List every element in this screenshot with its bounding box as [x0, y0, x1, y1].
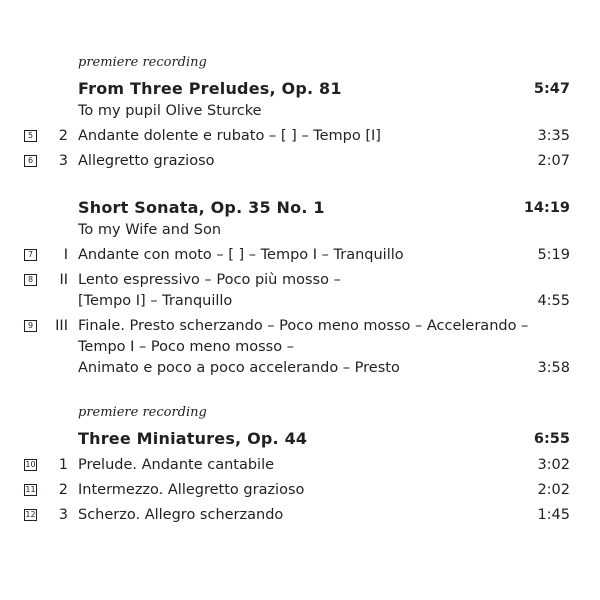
track-title: Andante dolente e rubato – [ ] – Tempo [I]	[78, 128, 381, 144]
work-title: Three Miniatures, Op. 44	[78, 429, 308, 448]
premiere-note: premiere recording	[78, 55, 207, 70]
movement-number: 3	[58, 153, 68, 169]
work-title: Short Sonata, Op. 35 No. 1	[78, 198, 325, 217]
track-number-box: 9	[24, 320, 37, 332]
track-duration: 3:02	[537, 457, 570, 473]
movement-number: 1	[58, 457, 68, 473]
track-title-continued: [Tempo I] – Tranquillo	[78, 293, 233, 309]
dedication: To my Wife and Son	[78, 222, 222, 238]
premiere-note: premiere recording	[78, 405, 207, 420]
track-duration: 1:45	[537, 507, 570, 523]
track-row-continued	[0, 290, 600, 312]
movement-number: I	[63, 247, 68, 263]
track-title: Allegretto grazioso	[78, 153, 215, 169]
dedication: To my pupil Olive Sturcke	[78, 103, 262, 119]
track-number-box: 10	[25, 460, 36, 469]
track-row-continued	[0, 336, 600, 358]
work-title: From Three Preludes, Op. 81	[78, 79, 342, 98]
track-duration: 3:58	[537, 360, 570, 376]
track-title: Finale. Presto scherzando – Poco meno mosso – Accelerando –	[78, 318, 529, 334]
track-title: Lento espressivo – Poco più mosso –	[78, 272, 341, 288]
track-number-box: 6	[24, 155, 37, 167]
track-row	[0, 150, 600, 172]
track-number-box: 8	[24, 274, 37, 286]
track-duration: 5:19	[537, 247, 570, 263]
dedication-line	[0, 219, 600, 241]
track-title: Scherzo. Allegro scherzando	[78, 507, 284, 523]
track-number-box: 12	[25, 510, 36, 519]
track-row	[0, 244, 600, 266]
track-row	[0, 479, 600, 501]
track-row-continued	[0, 357, 600, 379]
track-title: Prelude. Andante cantabile	[78, 457, 275, 473]
movement-number: 2	[58, 128, 68, 144]
track-row	[0, 125, 600, 147]
movement-number: 3	[58, 507, 68, 523]
track-duration: 4:55	[537, 293, 570, 309]
track-row	[0, 269, 600, 291]
movement-number: III	[55, 318, 68, 334]
track-duration: 2:07	[537, 153, 570, 169]
work-total-duration: 5:47	[533, 81, 570, 97]
movement-number: 2	[58, 482, 68, 498]
movement-number: II	[59, 272, 68, 288]
track-title: Intermezzo. Allegretto grazioso	[78, 482, 305, 498]
track-duration: 2:02	[537, 482, 570, 498]
track-title-continued: Animato e poco a poco accelerando – Presto	[78, 360, 400, 376]
work-heading	[0, 197, 600, 219]
track-duration: 3:35	[537, 128, 570, 144]
dedication-line	[0, 100, 600, 122]
work-total-duration: 6:55	[533, 431, 570, 447]
work-heading	[0, 428, 600, 450]
work-total-duration: 14:19	[523, 200, 570, 216]
track-row	[0, 454, 600, 476]
work-heading	[0, 78, 600, 100]
track-row	[0, 504, 600, 526]
track-title: Andante con moto – [ ] – Tempo I – Tranquillo	[78, 247, 404, 263]
track-number-box: 5	[24, 130, 37, 142]
track-title-continued: Tempo I – Poco meno mosso –	[78, 339, 294, 355]
track-row	[0, 315, 600, 337]
track-number-box: 7	[24, 249, 37, 261]
track-number-box: 11	[25, 485, 36, 494]
